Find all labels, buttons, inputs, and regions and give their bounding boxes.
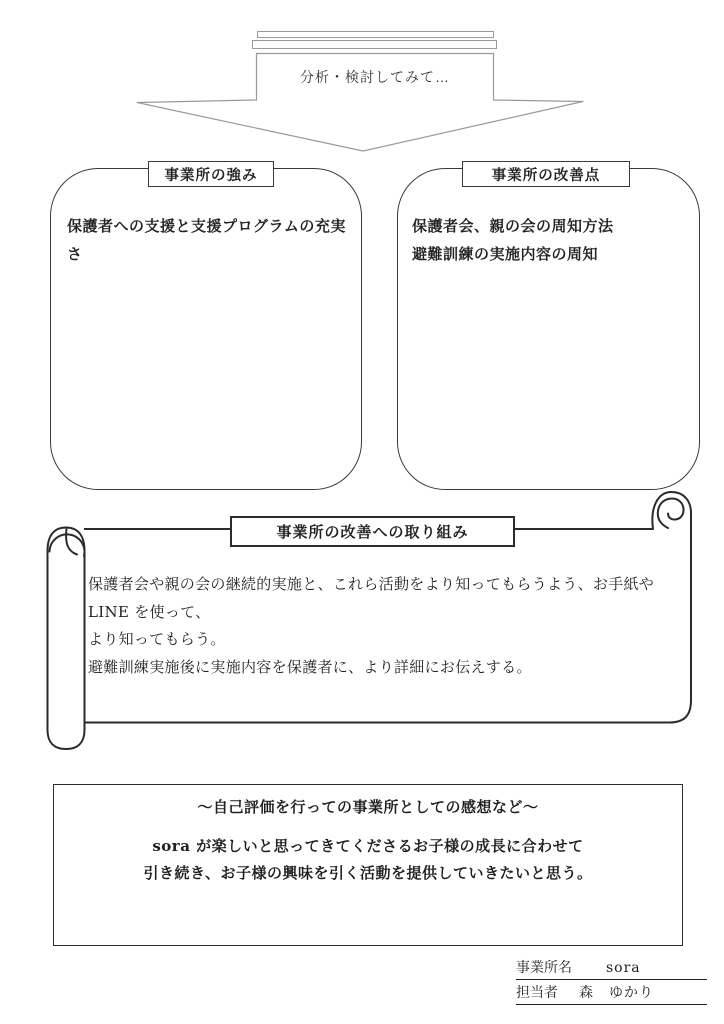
- initiatives-header: 事業所の改善への取り組み: [230, 516, 515, 547]
- impressions-title: 〜自己評価を行っての事業所としての感想など〜: [197, 798, 539, 816]
- office-name-label: 事業所名: [516, 960, 572, 976]
- improvements-line: 保護者会、親の会の周知方法: [412, 217, 614, 235]
- improvements-text: [412, 212, 696, 268]
- banner-title: 分析・検討してみて…: [300, 68, 450, 85]
- office-name-value: sora: [606, 960, 641, 976]
- banner-stack-bar-top: [258, 32, 494, 38]
- impressions-line: 引き続き、お子様の興味を引く活動を提供していきたいと思う。: [143, 864, 593, 882]
- impressions-box: [53, 784, 683, 946]
- initiatives-line: より知ってもらう。: [88, 630, 226, 648]
- impressions-line: sora が楽しいと思ってきてくださるお子様の成長に合わせて: [152, 837, 584, 855]
- initiatives-line: 避難訓練実施後に実施内容を保護者に、より詳細にお伝えする。: [88, 657, 532, 676]
- signature-office-row: [516, 958, 707, 980]
- initiatives-text: [88, 571, 678, 681]
- strengths-header: 事業所の強み: [148, 161, 274, 187]
- improvements-header: 事業所の改善点: [462, 161, 630, 187]
- signature-person-row: [516, 983, 707, 1005]
- person-label: 担当者: [516, 985, 558, 1001]
- scroll-left-roll-shape: [48, 528, 85, 750]
- strengths-text: [67, 212, 351, 268]
- banner-stack-bar-middle: [253, 41, 497, 49]
- person-value: 森 ゆかり: [579, 985, 654, 1001]
- impressions-text: [54, 833, 682, 887]
- improvements-line: 避難訓練の実施内容の周知: [412, 245, 599, 263]
- signature-block: [516, 958, 707, 1008]
- initiatives-line: 保護者会や親の会の継続的実施と、これら活動をより知ってもらうよう、お手紙や LINE を使って、: [88, 575, 655, 621]
- strengths-line: 保護者への支援と支援プログラムの充実さ: [67, 217, 346, 263]
